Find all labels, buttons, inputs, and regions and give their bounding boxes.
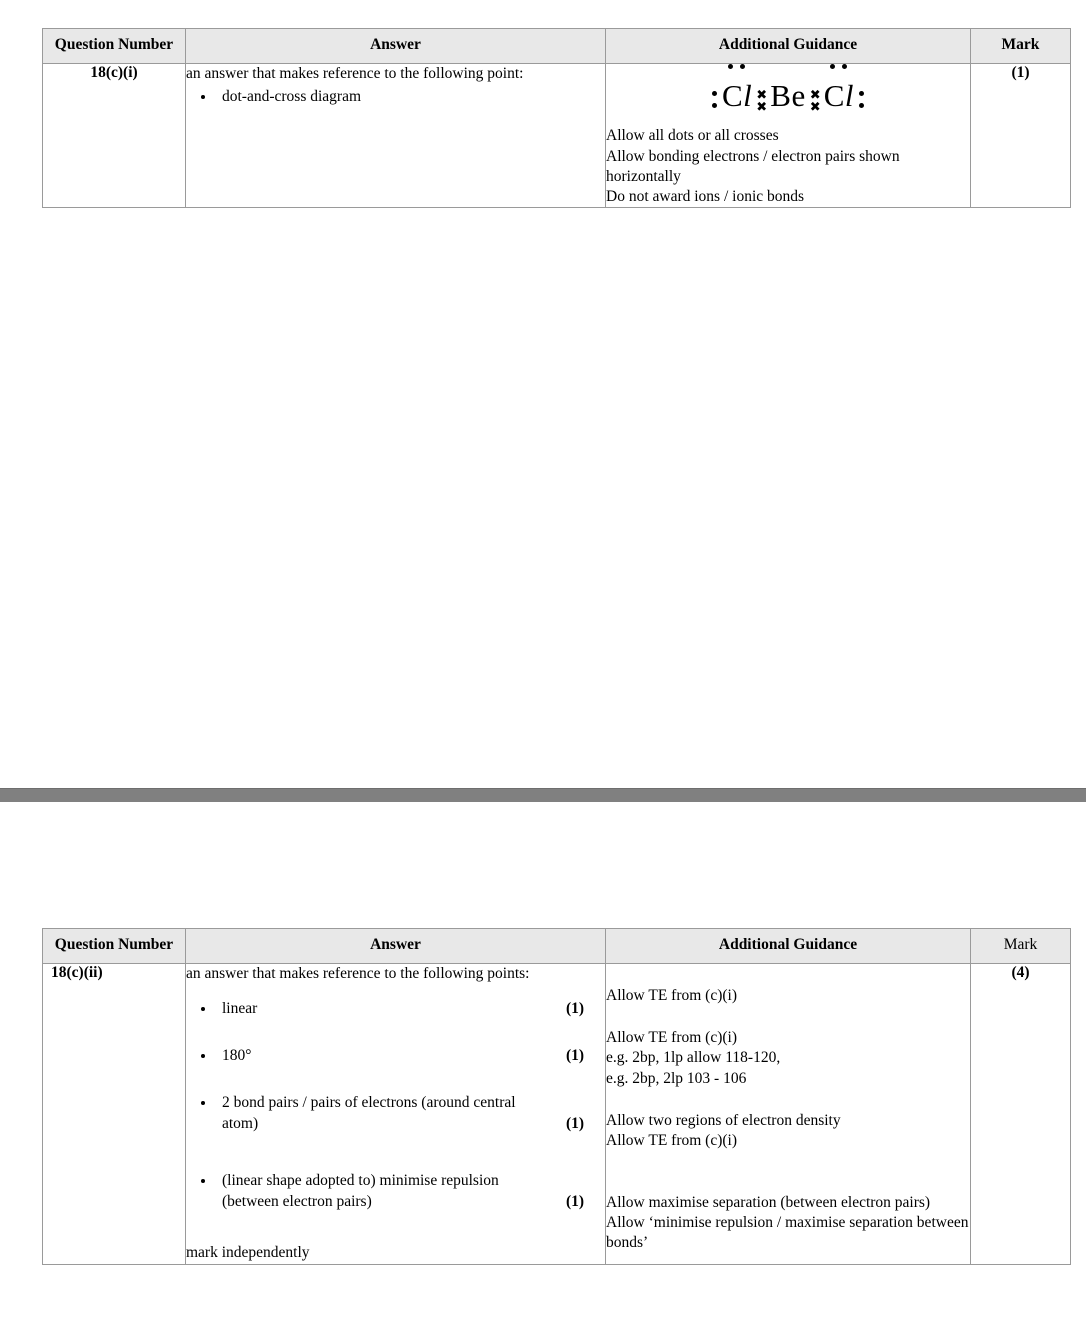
answer-point-text: • 180°: [222, 1046, 252, 1064]
answer-bullet-list: [186, 87, 605, 108]
answer-point-text: • (linear shape adopted to) minimise repulsion (between electron pairs): [222, 1171, 499, 1210]
answer-point-mark: (1): [565, 1114, 585, 1132]
guidance-line: Allow all dots or all crosses: [606, 127, 779, 145]
molecule-drawing: [709, 76, 867, 116]
atom-label-right: Cl: [823, 78, 855, 114]
question-number-cell: 18(c)(ii): [43, 964, 186, 1264]
atom-chlorine-left: [720, 76, 754, 116]
lone-pair-dots-top-right: [828, 64, 850, 72]
atom-label-left: Cl: [721, 78, 753, 114]
column-header-question-number: Question Number: [43, 29, 186, 64]
column-header-mark: Mark: [971, 929, 1071, 964]
atom-beryllium: [768, 76, 807, 116]
answer-cell: [186, 64, 606, 208]
bond-pair-cross-left: ✖ ✖: [756, 86, 768, 114]
column-header-answer: Answer: [186, 929, 606, 964]
answer-cell: [186, 964, 606, 1264]
guidance-line: Do not award ions / ionic bonds: [606, 187, 805, 205]
answer-point-mark: (1): [565, 1000, 585, 1018]
guidance-cell: [606, 964, 971, 1264]
column-header-additional-guidance: Additional Guidance: [606, 29, 971, 64]
lone-pair-dots-left-outer: [709, 84, 720, 115]
atom-chlorine-right: [822, 76, 856, 116]
answer-points-list: [186, 999, 605, 1213]
column-header-mark: Mark: [971, 29, 1071, 64]
table-header-row: [43, 929, 1071, 964]
list-item: • dot-and-cross diagram: [216, 87, 605, 108]
dot-and-cross-diagram: [606, 64, 970, 126]
guidance-cell: [606, 64, 971, 208]
answer-intro: an answer that makes reference to the following point:: [186, 65, 524, 83]
table-row: [43, 964, 1071, 1264]
guidance-line: Allow TE from (c)(i): [606, 1131, 737, 1149]
mark-cell: (4): [971, 964, 1071, 1264]
bond-pair-cross-right: ✖ ✖: [809, 86, 821, 114]
answer-intro: an answer that makes reference to the following points:: [186, 965, 530, 983]
table-row: [43, 64, 1071, 208]
lone-pair-dots-top-left: [726, 64, 748, 72]
list-item: [216, 1171, 605, 1213]
guidance-line: Allow TE from (c)(i): [606, 987, 737, 1005]
guidance-line: Allow bonding electrons / electron pairs shown horizontally: [606, 147, 900, 185]
mark-cell: (1): [971, 64, 1071, 208]
guidance-line: Allow TE from (c)(i): [606, 1029, 737, 1047]
markscheme-table-bottom: [42, 928, 1071, 1265]
answer-point-text: • linear: [222, 1000, 258, 1018]
markscheme-block-top: [42, 28, 1044, 208]
question-number-cell: 18(c)(i): [43, 64, 186, 208]
list-item: [216, 1046, 605, 1067]
guidance-line: e.g. 2bp, 1lp allow 118-120,: [606, 1049, 781, 1067]
markscheme-block-bottom: [42, 928, 1044, 1265]
column-header-additional-guidance: Additional Guidance: [606, 929, 971, 964]
atom-label-centre: Be: [770, 78, 806, 114]
guidance-line: Allow two regions of electron density: [606, 1111, 841, 1129]
markscheme-table-top: [42, 28, 1071, 208]
guidance-line: Allow maximise separation (between electron pairs): [606, 1193, 931, 1211]
table-header-row: [43, 29, 1071, 64]
guidance-line: Allow ‘minimise repulsion / maximise separation between bonds’: [606, 1214, 969, 1252]
answer-footer: mark independently: [186, 1243, 310, 1261]
column-header-answer: Answer: [186, 29, 606, 64]
list-item: [216, 999, 605, 1020]
lone-pair-dots-right-outer: [856, 84, 867, 115]
list-item: [216, 1093, 605, 1135]
page-separator-shadow: [0, 802, 1086, 806]
answer-point-mark: (1): [565, 1192, 585, 1210]
answer-point-text: • 2 bond pairs / pairs of electrons (around central atom): [222, 1093, 516, 1132]
guidance-line: e.g. 2bp, 2lp 103 - 106: [606, 1069, 747, 1087]
answer-point-mark: (1): [565, 1046, 585, 1064]
column-header-question-number: Question Number: [43, 929, 186, 964]
